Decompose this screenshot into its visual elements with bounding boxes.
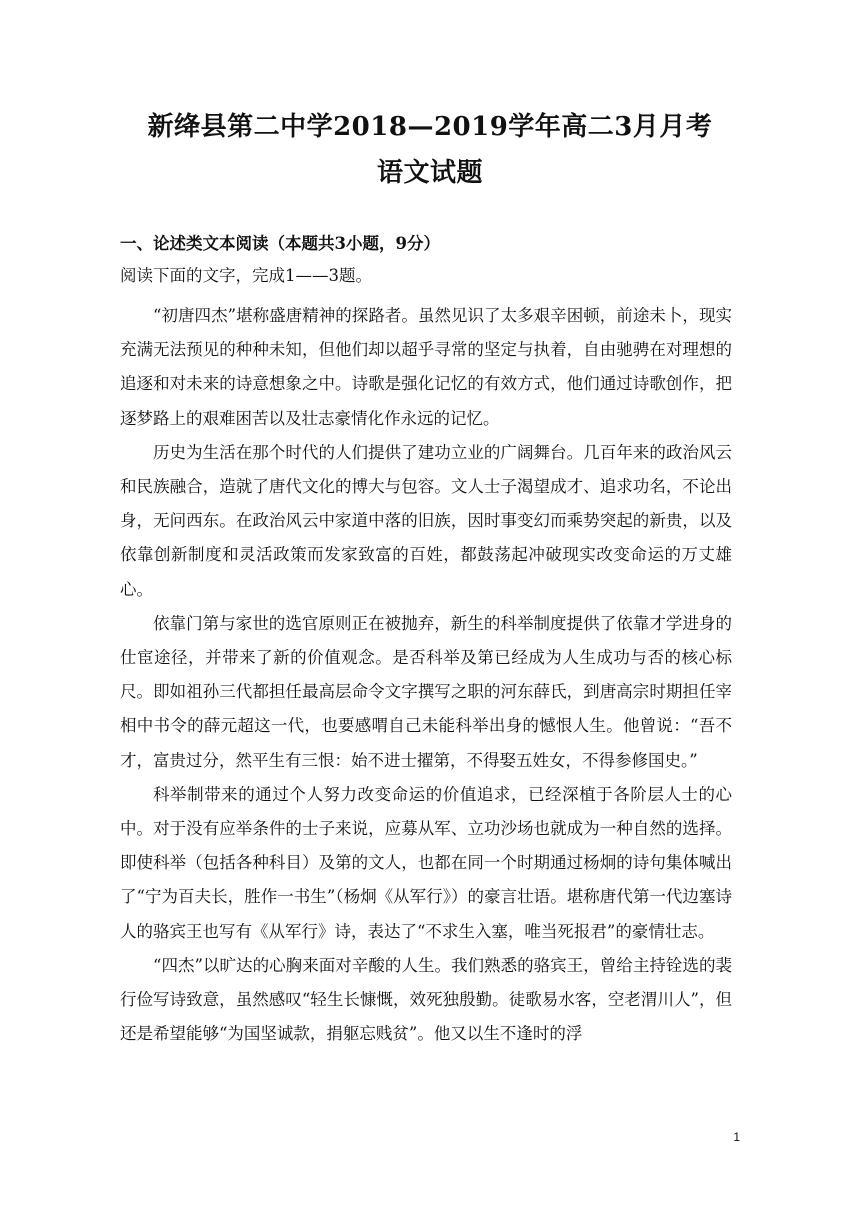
paragraph-4: 科举制带来的通过个人努力改变命运的价值追求，已经深植于各阶层人士的心中。对于没有应举条件的士子来说，应募从军、立功沙场也就成为一种自然的选择。即使科举（包括各种科目）及第的文人，也都在同一个时期通过杨炯的诗句集体喊出了“宁为百夫长，胜作一书生”（杨炯《从军行》）的豪言壮语。堪称唐代第一代边塞诗人的骆宾王也写有《从军行》诗，表达了“不求生入塞，唯当死报君”的豪情壮志。 bbox=[120, 784, 732, 941]
article-body bbox=[120, 299, 732, 1051]
document-title: 新绛县第二中学2018—2019学年高二3月月考 bbox=[147, 112, 713, 142]
reading-instruction: 阅读下面的文字，完成1——3题。 bbox=[120, 266, 372, 285]
section-heading: 一、论述类文本阅读（本题共3小题，9分） bbox=[120, 234, 440, 253]
paragraph-1: “初唐四杰”堪称盛唐精神的探路者。虽然见识了太多艰辛困顿，前途未卜，现实充满无法预见的种种未知，但他们却以超乎寻常的坚定与执着，自由驰骋在对理想的追逐和对未来的诗意想象之中。诗歌是强化记忆的有效方式，他们通过诗歌创作，把逐梦路上的艰难困苦以及壮志豪情化作永远的记忆。 bbox=[120, 306, 732, 428]
paragraph-2: 历史为生活在那个时代的人们提供了建功立业的广阔舞台。几百年来的政治风云和民族融合，造就了唐代文化的博大与包容。文人士子渴望成才、追求功名，不论出身，无问西东。在政治风云中家道中落的旧族，因时事变幻而乘势突起的新贵，以及依靠创新制度和灵活政策而发家致富的百姓，都鼓荡起冲破现实改变命运的万丈雄心。 bbox=[120, 442, 732, 599]
page-number: 1 bbox=[733, 1130, 740, 1144]
document-subtitle: 语文试题 bbox=[376, 158, 483, 188]
paragraph-3: 依靠门第与家世的选官原则正在被抛弃，新生的科举制度提供了依靠才学进身的仕宦途径，并带来了新的价值观念。是否科举及第已经成为人生成功与否的核心标尺。即如祖孙三代都担任最高层命令文字撰写之职的河东薛氏，到唐高宗时期担任宰相中书令的薛元超这一代，也要感喟自己未能科举出身的憾恨人生。他曾说：“吾不才，富贵过分，然平生有三恨：始不进士擢第，不得娶五姓女，不得参修国史。” bbox=[120, 613, 732, 770]
paragraph-5: “四杰”以旷达的心胸来面对辛酸的人生。我们熟悉的骆宾王，曾给主持铨选的裴行俭写诗致意，虽然感叹“轻生长慷慨，效死独殷勤。徒歌易水客，空老渭川人”，但还是希望能够“为国坚诚款，捐躯忘贱贫”。他又以生不逢时的浮 bbox=[120, 955, 732, 1044]
